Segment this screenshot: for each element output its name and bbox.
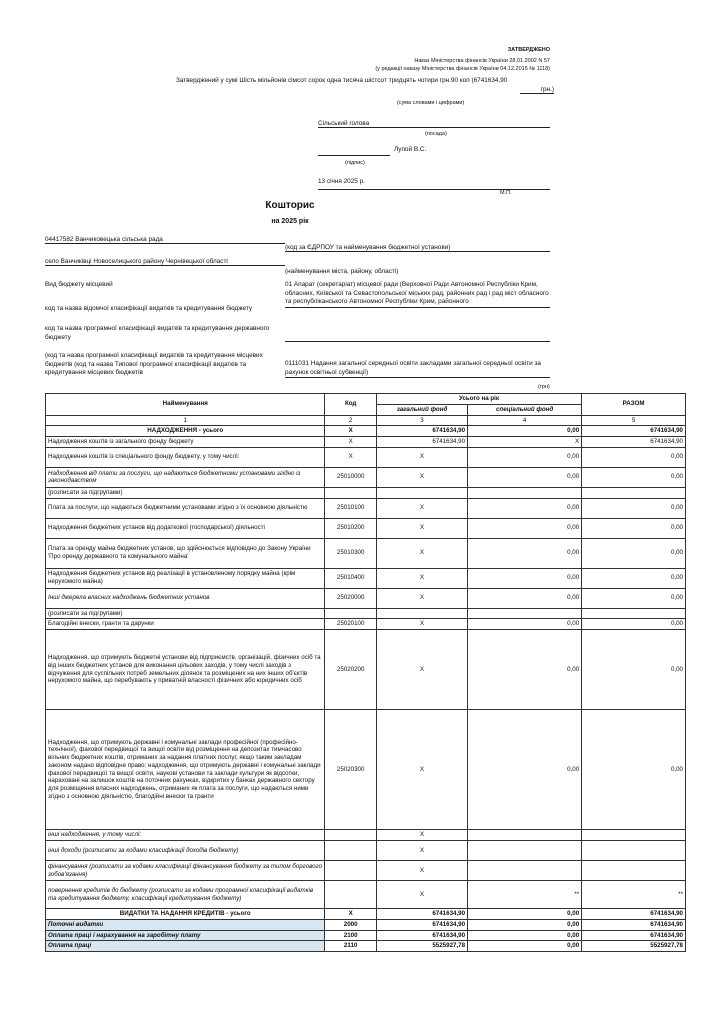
signature-line (318, 154, 390, 156)
sum-caption: (сума словами і цифрами) (397, 100, 465, 106)
row-code: 2000 (325, 919, 376, 930)
row-special: 0,00 (468, 941, 582, 952)
row-name: Оплата праці і нарахування на заробітну плату (46, 930, 325, 941)
program-label: код та назва програмної класифікації видатків та кредитування державного бюджету (45, 325, 270, 341)
row-total: 0,00 (582, 518, 686, 538)
row-general: 6741634,90 (376, 426, 467, 437)
table-row (46, 498, 686, 518)
row-special: 0,00 (468, 467, 582, 487)
row-code: 25010300 (325, 538, 376, 568)
table-row (46, 426, 686, 437)
row-code (325, 608, 376, 619)
program-line (285, 340, 550, 342)
row-code: X (325, 909, 376, 920)
col-num-3: 3 (376, 415, 467, 426)
row-total: 0,00 (582, 568, 686, 588)
header-name: Найменування (46, 394, 325, 416)
local-value: 0111031 Надання загальної середньої освіти закладами загальної середньої освіти за рахунок освітньої субвенції) (285, 360, 550, 378)
order-line: Наказ Міністерства фінансів України 28.01.2002 N 57 (414, 58, 550, 64)
stamp-place: М.П. (500, 190, 512, 196)
table-row (46, 467, 686, 487)
table-row (46, 538, 686, 568)
row-general: 6741634,90 (376, 930, 467, 941)
row-code: 25020000 (325, 588, 376, 608)
sum-line-end: грн.) (520, 86, 554, 94)
row-code: 25010000 (325, 467, 376, 487)
row-name: ВИДАТКИ ТА НАДАННЯ КРЕДИТІВ - усього (46, 909, 325, 920)
row-general: X (376, 498, 467, 518)
row-general: X (376, 841, 467, 861)
sum-line: Затверджений у сумі Шість мільйонів сімсот сорок одна тисяча шістсот тридцять чотири грн.90 коп (6741634,90 (176, 77, 508, 84)
row-code (325, 881, 376, 909)
row-name: Інші джерела власних надходжень бюджетних установ (46, 588, 325, 608)
position-caption: (посада) (425, 131, 447, 137)
row-total: 6741634,90 (582, 919, 686, 930)
col-num-5: 5 (582, 415, 686, 426)
row-special: 0,00 (468, 919, 582, 930)
row-total: 6741634,90 (582, 437, 686, 448)
header-code: Код (325, 394, 376, 416)
row-name: Надходження від плати за послуги, що надаються бюджетними установами згідно із законодавством (46, 467, 325, 487)
row-name: (розписати за підгрупами) (46, 487, 325, 498)
date-line (318, 188, 550, 190)
table-row (46, 919, 686, 930)
row-code: 25020200 (325, 630, 376, 710)
row-special: 0,00 (468, 568, 582, 588)
row-general: X (376, 881, 467, 909)
row-code: X (325, 426, 376, 437)
table-row (46, 841, 686, 861)
row-name: Надходження коштів із спеціального фонду бюджету, у тому числі: (46, 447, 325, 467)
row-code (325, 830, 376, 841)
row-total (582, 487, 686, 498)
row-name: інші надходження, у тому числі: (46, 830, 325, 841)
row-code: 25020300 (325, 710, 376, 830)
edrpou-value: 04417582 Ванчиковецька сільська рада (45, 236, 285, 244)
row-name: Надходження бюджетних установ від реалізації в установленому порядку майна (крім нерухомого майна) (46, 568, 325, 588)
row-total: 0,00 (582, 447, 686, 467)
estimate-table (45, 393, 686, 952)
row-total (582, 841, 686, 861)
row-special: 0,00 (468, 518, 582, 538)
row-name: Поточні видатки (46, 919, 325, 930)
row-total (582, 830, 686, 841)
signature-caption: (підпис) (345, 160, 365, 166)
row-total: 0,00 (582, 630, 686, 710)
row-special: 0,00 (468, 930, 582, 941)
row-total: 0,00 (582, 498, 686, 518)
table-row (46, 437, 686, 448)
table-row (46, 830, 686, 841)
table-row (46, 941, 686, 952)
edition-line: (у редакції наказу Міністерства фінансів України 04.12.2015 № 1118) (375, 66, 550, 72)
edrpou-caption: (код за ЄДРПОУ та найменування бюджетної установи) (285, 244, 550, 252)
row-general: X (376, 568, 467, 588)
currency-label: (грн) (538, 384, 550, 390)
row-general: 6741634,90 (376, 909, 467, 920)
row-total: 6741634,90 (582, 909, 686, 920)
row-special (468, 608, 582, 619)
table-row (46, 447, 686, 467)
row-name: Надходження бюджетних установ від додаткової (господарської) діяльності (46, 518, 325, 538)
row-general: X (376, 588, 467, 608)
row-name: фінансування (розписати за кодами класифікації фінансування бюджету за типом боргового зобов'язання) (46, 861, 325, 881)
row-special: 0,00 (468, 710, 582, 830)
row-total (582, 608, 686, 619)
row-code: X (325, 437, 376, 448)
row-general: X (376, 467, 467, 487)
row-general: 5525927,78 (376, 941, 467, 952)
row-total: 5525927,78 (582, 941, 686, 952)
table-row (46, 608, 686, 619)
table-row (46, 568, 686, 588)
row-name: Плата за оренду майна бюджетних установ, що здійснюється відповідно до Закону України 'Про оренду державного та комунального майна' (46, 538, 325, 568)
row-general (376, 608, 467, 619)
table-row (46, 881, 686, 909)
row-special: ** (468, 881, 582, 909)
row-special: 0,00 (468, 588, 582, 608)
city-caption: (найменування міста, району, області) (285, 268, 399, 275)
col-num-1: 1 (46, 415, 325, 426)
row-general: X (376, 619, 467, 630)
row-special: 0,00 (468, 630, 582, 710)
table-row (46, 588, 686, 608)
row-code: 2100 (325, 930, 376, 941)
row-code (325, 487, 376, 498)
row-total: 0,00 (582, 467, 686, 487)
row-general: X (376, 630, 467, 710)
row-code: X (325, 447, 376, 467)
table-row (46, 909, 686, 920)
budget-type: Вид бюджету місцевий (45, 281, 113, 288)
row-total: 0,00 (582, 619, 686, 630)
row-code: 25020100 (325, 619, 376, 630)
document-title: Кошторис (265, 200, 315, 211)
row-name: Оплата праці (46, 941, 325, 952)
row-special: 0,00 (468, 447, 582, 467)
document-subtitle: на 2025 рік (271, 218, 309, 225)
row-total: 0,00 (582, 710, 686, 830)
table-row (46, 487, 686, 498)
approved-label: ЗАТВЕРДЖЕНО (507, 47, 550, 53)
row-total: ** (582, 881, 686, 909)
row-total: 6741634,90 (582, 930, 686, 941)
row-code (325, 861, 376, 881)
position-value: Сільський голова (318, 120, 550, 128)
row-total: 0,00 (582, 538, 686, 568)
row-special: X (468, 437, 582, 448)
row-general: X (376, 830, 467, 841)
row-general: 6741634,90 (376, 919, 467, 930)
row-general (376, 487, 467, 498)
row-code: 25010200 (325, 518, 376, 538)
row-special: 0,00 (468, 909, 582, 920)
row-name: (розписати за підгрупами) (46, 608, 325, 619)
table-row (46, 619, 686, 630)
row-code: 2110 (325, 941, 376, 952)
row-general: X (376, 518, 467, 538)
row-general: 6741634,90 (376, 437, 467, 448)
row-code: 25010400 (325, 568, 376, 588)
header-special-fund: спеціальний фонд (468, 404, 582, 415)
row-general: X (376, 538, 467, 568)
table-row (46, 930, 686, 941)
row-name: Надходження, що отримують бюджетні установи від підприємств, організацій, фізичних осіб та від інших бюджетних установ для виконання цільових заходів, у тому числі заходів з відчуження для суспільних потреб земельних ділянок та розміщених на них інших об'єктів нерухомого майна, що перебувають у приватній власності фізичних або юридичних осіб (46, 630, 325, 710)
row-total (582, 861, 686, 881)
table-row (46, 710, 686, 830)
table-row (46, 630, 686, 710)
header-total: РАЗОМ (582, 394, 686, 416)
city-value: село Ванчиківці Новоселицького району Чернівецької області (45, 258, 285, 266)
row-name: Надходження, що отримують державні і комунальні заклади професійної (професійно-технічної), фахової передвищої та вищої освіти від розміщення на депозитах тимчасово вільних бюджетних коштів, отриманих за надання платних послуг, якщо таким закладам законом надано відповідне право; надходження, що отримують державні і комунальні заклади фахової передвищої та вищої освіти, наукові установи та заклади культури як відсотки, нараховані на залишок коштів на поточних рахунках, відкритих у банках державного сектору для розміщення власних надходжень, отриманих як плата за послуги, що надаються ними згідно з основною діяльністю, благодійні внески та гранти (46, 710, 325, 830)
row-code (325, 841, 376, 861)
vedom-value: 01 Апарат (секретаріат) місцевої ради (Верховної Ради Автономної Республіки Крим, обласних, Київської та Севастопольської міських рад, районних рад і рад міст обласного та республіканського Автономної Республіки Крим, районного (285, 281, 550, 308)
table-row (46, 518, 686, 538)
row-special (468, 841, 582, 861)
header-total-year: Усього на рік (376, 394, 581, 405)
row-special (468, 861, 582, 881)
row-special: 0,00 (468, 538, 582, 568)
row-special: 0,00 (468, 498, 582, 518)
row-name: НАДХОДЖЕННЯ - усього (46, 426, 325, 437)
row-name: інші доходи (розписати за кодами класифікації доходів бюджету) (46, 841, 325, 861)
row-code: 25010100 (325, 498, 376, 518)
local-label: (код та назва програмної класифікації видатків та кредитування місцевих бюджетів (код та назва Типової програмної класифікації видатків та кредитування місцевих бюджетів (45, 352, 263, 377)
signer-name: Лупой В.С. (394, 146, 427, 153)
row-name: Плата за послуги, що надаються бюджетними установами згідно з їх основною діяльністю (46, 498, 325, 518)
row-total: 6741634,90 (582, 426, 686, 437)
row-special (468, 487, 582, 498)
col-num-2: 2 (325, 415, 376, 426)
row-name: Благодійні внески, гранти та дарунки (46, 619, 325, 630)
vedom-label: код та назва відомчої класифікації видатків та кредитування бюджету (45, 305, 253, 312)
table-row (46, 861, 686, 881)
row-name: Надходження коштів із загального фонду бюджету (46, 437, 325, 448)
header-general-fund: загальний фонд (376, 404, 467, 415)
row-general: X (376, 861, 467, 881)
row-special: 0,00 (468, 426, 582, 437)
row-general: X (376, 447, 467, 467)
row-special: 0,00 (468, 619, 582, 630)
col-num-4: 4 (468, 415, 582, 426)
row-name: повернення кредитів до бюджету (розписати за кодами програмної класифікації видатків та кредитування бюджету, класифікації кредитування бюджету) (46, 881, 325, 909)
row-total: 0,00 (582, 588, 686, 608)
approval-date: 13 січня 2025 р. (318, 178, 365, 185)
row-special (468, 830, 582, 841)
row-general: X (376, 710, 467, 830)
